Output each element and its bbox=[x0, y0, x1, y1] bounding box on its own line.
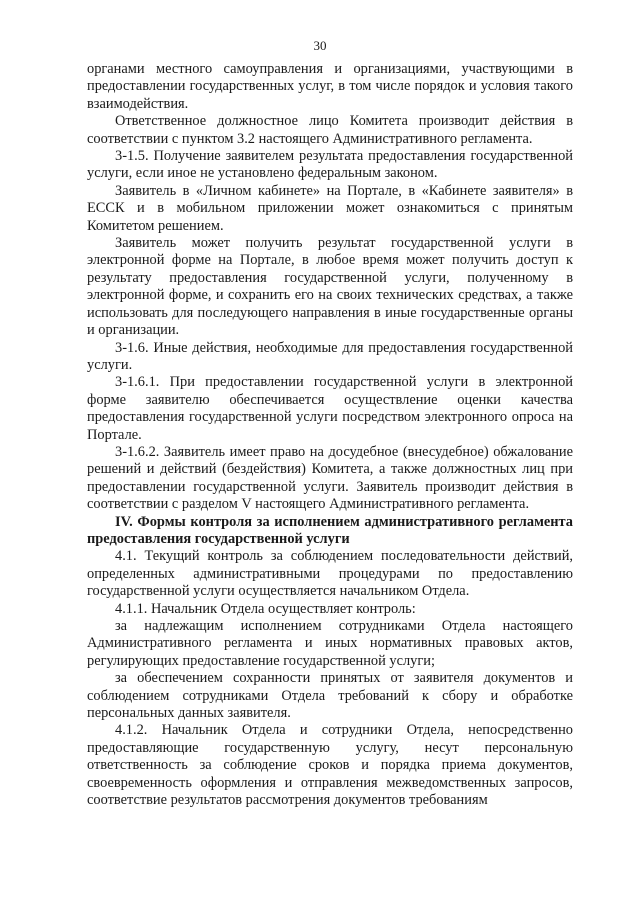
paragraph: 4.1. Текущий контроль за соблюдением последовательности действий, определенных административными процедурами по предоставлению государственной услуги осуществляется начальником Отдела. bbox=[87, 548, 573, 600]
page-number: 30 bbox=[313, 38, 327, 53]
paragraph: за надлежащим исполнением сотрудниками Отдела настоящего Административного регламента и иных нормативных правовых актов, регулирующих предоставление государственной услуги; bbox=[87, 618, 573, 669]
paragraph: органами местного самоуправления и организациями, участвующими в предоставлении государственных услуг, в том числе порядок и условия такого взаимодействия. bbox=[87, 61, 573, 112]
paragraph: 3-1.6. Иные действия, необходимые для предоставления государственной услуги. bbox=[87, 339, 573, 373]
section-heading: IV. Формы контроля за исполнением административного регламента предоставления государственной услуги bbox=[87, 513, 573, 547]
paragraph: Ответственное должностное лицо Комитета производит действия в соответствии с пунктом 3.2 настоящего Административного регламента. bbox=[87, 113, 573, 147]
paragraph: 3-1.5. Получение заявителем результата предоставления государственной услуги, если иное не установлено федеральным законом. bbox=[87, 148, 573, 182]
paragraph: 3-1.6.2. Заявитель имеет право на досудебное (внесудебное) обжалование решений и действий (бездействия) Комитета, а также должностных лиц при предоставлении государственной услуги. Заявитель производит действия в соответствии с разделом V настоящего Административного регламента. bbox=[87, 443, 573, 513]
paragraph: Заявитель в «Личном кабинете» на Портале, в «Кабинете заявителя» в ЕССК и в мобильном приложении может ознакомиться с принятым Комитетом решением. bbox=[87, 182, 573, 234]
paragraph: 4.1.1. Начальник Отдела осуществляет контроль: bbox=[115, 600, 416, 617]
paragraph: 4.1.2. Начальник Отдела и сотрудники Отдела, непосредственно предоставляющие государственную услугу, несут персональную ответственность за соблюдение сроков и порядка приема документов, своевременность оформления и отправления межведомственных запросов, соответствие результатов рассмотрения документов требованиям bbox=[87, 722, 573, 809]
paragraph: Заявитель может получить результат государственной услуги в электронной форме на Портале, в любое время может получить доступ к результату предоставления государственной услуги, полученному в электронной форме, и сохранить его на своих технических средствах, а также использовать для последующего направления в иные государственные органы и организации. bbox=[87, 235, 573, 339]
paragraph: 3-1.6.1. При предоставлении государственной услуги в электронной форме заявителю обеспечивается осуществление оценки качества предоставления государственной услуги посредством электронного опроса на Портале. bbox=[87, 374, 573, 443]
paragraph: за обеспечением сохранности принятых от заявителя документов и соблюдением сотрудниками Отдела требований к сбору и обработке персональных данных заявителя. bbox=[87, 670, 573, 722]
document-body bbox=[87, 61, 573, 809]
